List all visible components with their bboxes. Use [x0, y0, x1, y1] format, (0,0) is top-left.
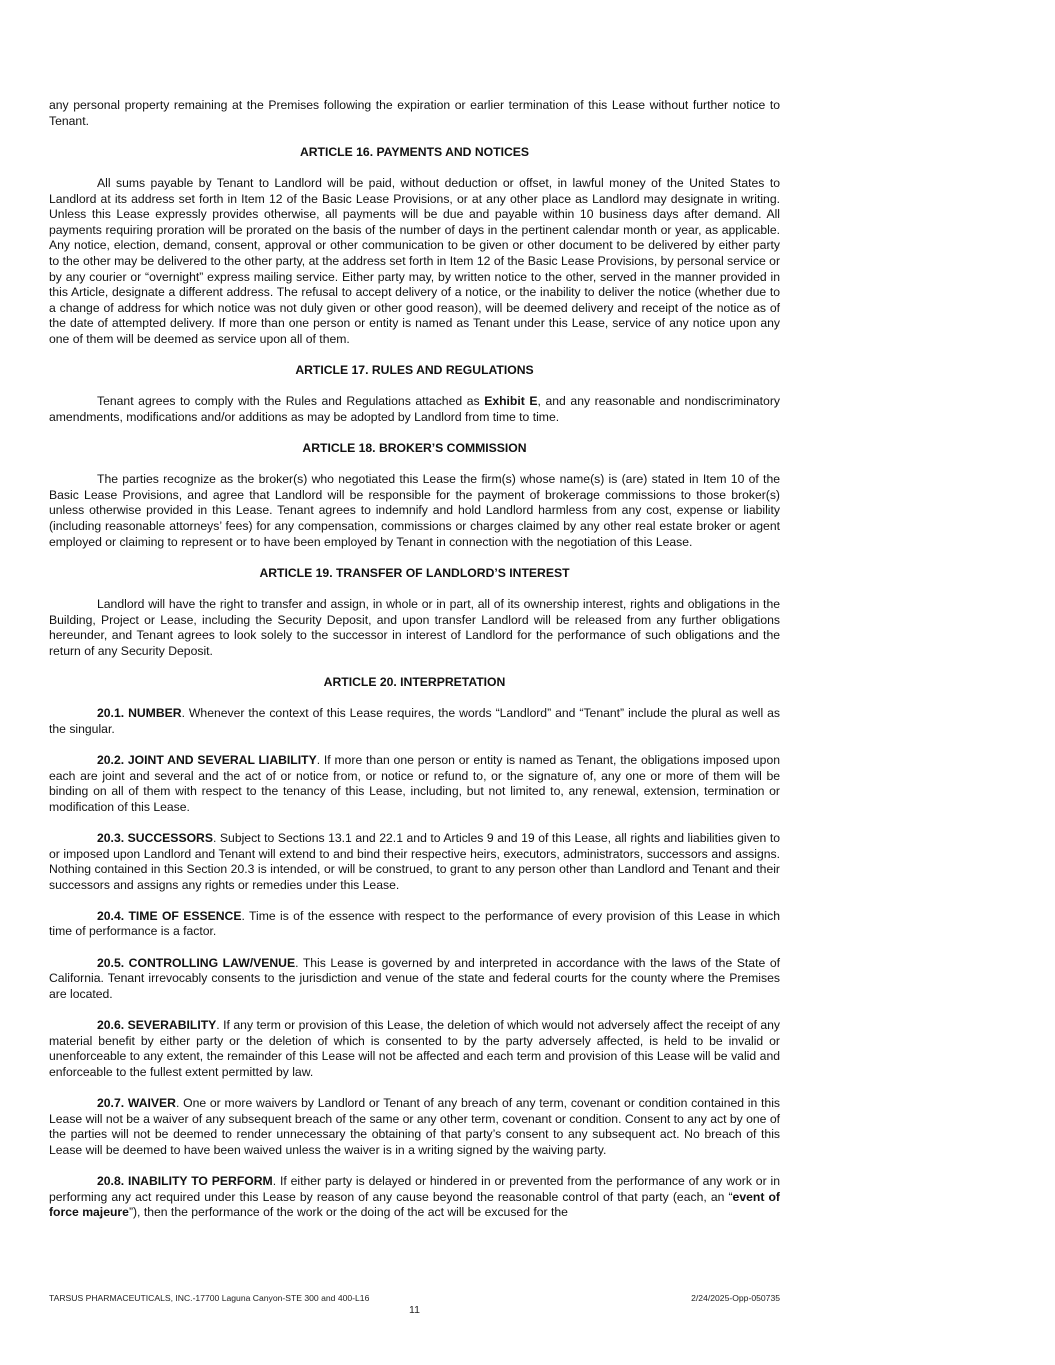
section-label: 20.6. SEVERABILITY — [97, 1018, 217, 1033]
section-text-after: ”), then the performance of the work or the doing of the act will be excused for the — [128, 1205, 568, 1220]
section-20-1 — [49, 706, 780, 737]
section-20-8 — [49, 1174, 780, 1221]
article-16-paragraph: All sums payable by Tenant to Landlord will be paid, without deduction or offset, in lawful money of the United States to Landlord at its address set forth in Item 12 of the Basic Lease Provisions, or at any other place as Landlord may designate in writing. Unless this Lease expressly provides otherwise, all payments will be due and payable within 10 business days after demand. All payments requiring proration will be prorated on the basis of the number of days in the pertinent calendar month or year, as applicable. Any notice, election, demand, consent, approval or other communication to be given or other document to be delivered by either party to the other may be delivered to the other party, at the address set forth in Item 12 of the Basic Lease Provisions, by personal service or by any courier or “overnight” express mailing service. Either party may, by written notice to the other, served in the manner provided in this Article, designate a different address. The refusal to accept delivery of a notice, or the inability to deliver the notice (whether due to a change of address for which notice was not duly given or other good reason), will be deemed delivery and receipt of the notice as of the date of attempted delivery. If more than one person or entity is named as Tenant under this Lease, service of any notice upon any one of them will be deemed as service upon all of them. — [49, 175, 780, 346]
section-label: 20.7. WAIVER — [97, 1096, 176, 1110]
page-number: 11 — [409, 1304, 420, 1316]
article-20-heading: ARTICLE 20. INTERPRETATION — [323, 674, 506, 689]
section-text: . Time is of the essence with respect to the performance of every provision of this Lease in which time of performance is a factor. — [49, 908, 780, 939]
section-label: 20.4. TIME OF ESSENCE — [97, 908, 242, 923]
section-text: . If any term or provision of this Lease, the deletion of which would not adversely affect the receipt of any material benefit by either party or the deletion of which is consented to by the party adversely affected, is held to be invalid or unenforceable to any extent, the remainder of this Lease will not be affected and each term and provision of this Lease will be valid and enforceable to the fullest extent permitted by law. — [49, 1018, 780, 1079]
article-17-heading: ARTICLE 17. RULES AND REGULATIONS — [295, 363, 534, 378]
article-18-heading: ARTICLE 18. BROKER’S COMMISSION — [302, 441, 527, 456]
section-text: . One or more waivers by Landlord or Tenant of any breach of any term, covenant or condition contained in this Lease will not be a waiver of any subsequent breach of the same or any other term, covenant or condition. Consent to any act by one of the parties will not be deemed to render unnecessary the obtaining of that party’s consent to any subsequent act. No breach of this Lease will be deemed to have been waived unless the waiver is in a writing signed by the waiving party. — [49, 1096, 781, 1157]
article-17-text-after: , and any reasonable and nondiscriminatory amendments, modifications and/or additions as may be adopted by Landlord from time to time. — [49, 394, 780, 424]
article-17-paragraph — [49, 394, 780, 425]
article-18-paragraph: The parties recognize as the broker(s) who negotiated this Lease the firm(s) whose name(s) is (are) stated in Item 10 of the Basic Lease Provisions, and agree that Landlord will be responsible for the payment of brokerage commissions to those broker(s) unless otherwise provided in this Lease. Tenant agrees to indemnify and hold Landlord harmless from any cost, expense or liability (including reasonable attorneys’ fees) for any compensation, commissions or charges claimed by any other real estate broker or agent employed or claiming to represent or to have been employed by Tenant in connection with the negotiation of this Lease. — [49, 472, 780, 549]
footer-document-id: TARSUS PHARMACEUTICALS, INC.-17700 Laguna Canyon-STE 300 and 400-L16 — [49, 1293, 370, 1303]
section-text: . Whenever the context of this Lease requires, the words “Landlord” and “Tenant” include the plural as well as the singular. — [49, 706, 780, 736]
section-label: 20.5. CONTROLLING LAW/VENUE — [97, 955, 296, 970]
section-text: . Subject to Sections 13.1 and 22.1 and to Articles 9 and 19 of this Lease, all rights and liabilities given to or imposed upon Landlord and Tenant will extend to and bind their respective heirs, executors, administrators, successors and assigns. Nothing contained in this Section 20.3 is intended, or will be construed, to grant to any person other than Landlord and Tenant and their successors and assigns any rights or remedies under this Lease. — [49, 830, 780, 892]
section-text: . This Lease is governed by and interpreted in accordance with the laws of the State of California. Tenant irrevocably consents to the jurisdiction and venue of the state and federal courts for the county where the Premises are located. — [49, 955, 780, 1001]
footer-date-code: 2/24/2025-Opp-050735 — [691, 1293, 780, 1303]
section-20-2 — [49, 753, 780, 815]
section-20-4 — [49, 909, 780, 940]
article-19-paragraph: Landlord will have the right to transfer and assign, in whole or in part, all of its ownership interest, rights and obligations in the Building, Project or Lease, including the Security Deposit, and upon transfer Landlord will be released from any further obligations hereunder, and Tenant agrees to look solely to the successor in interest of Landlord for the performance of such obligations and the return of any Security Deposit. — [49, 597, 780, 658]
force-majeure-term: event of force majeure — [49, 1189, 780, 1220]
intro-paragraph: any personal property remaining at the Premises following the expiration or earlier termination of this Lease without further notice to Tenant. — [49, 98, 780, 128]
article-16-heading: ARTICLE 16. PAYMENTS AND NOTICES — [299, 144, 530, 159]
section-20-6 — [49, 1018, 780, 1080]
section-20-5 — [49, 956, 780, 1003]
section-label: 20.3. SUCCESSORS — [97, 830, 213, 845]
section-20-7 — [49, 1096, 780, 1158]
section-label: 20.2. JOINT AND SEVERAL LIABILITY — [97, 752, 317, 767]
section-label: 20.1. NUMBER — [97, 706, 182, 721]
document-page — [49, 98, 780, 1236]
section-text: . If more than one person or entity is named as Tenant, the obligations imposed upon each are joint and several and the act of or notice from, or notice or refund to, or the signature of, any one or more of them will be binding on all of them with respect to the tenancy of this Lease, including, but not limited to, any renewal, extension, termination or modification of this Lease. — [49, 752, 781, 814]
article-17-text-before: Tenant agrees to comply with the Rules and Regulations attached as — [97, 394, 485, 409]
section-label: 20.8. INABILITY TO PERFORM — [97, 1173, 273, 1188]
section-text-before: . If either party is delayed or hindered in or prevented from the performance of any work or in performing any act required under this Lease by reason of any cause beyond the reasonable control of that party (each, an “ — [49, 1173, 780, 1204]
article-19-heading: ARTICLE 19. TRANSFER OF LANDLORD’S INTEREST — [259, 565, 570, 580]
exhibit-e-reference: Exhibit E — [484, 394, 538, 409]
section-20-3 — [49, 831, 780, 893]
